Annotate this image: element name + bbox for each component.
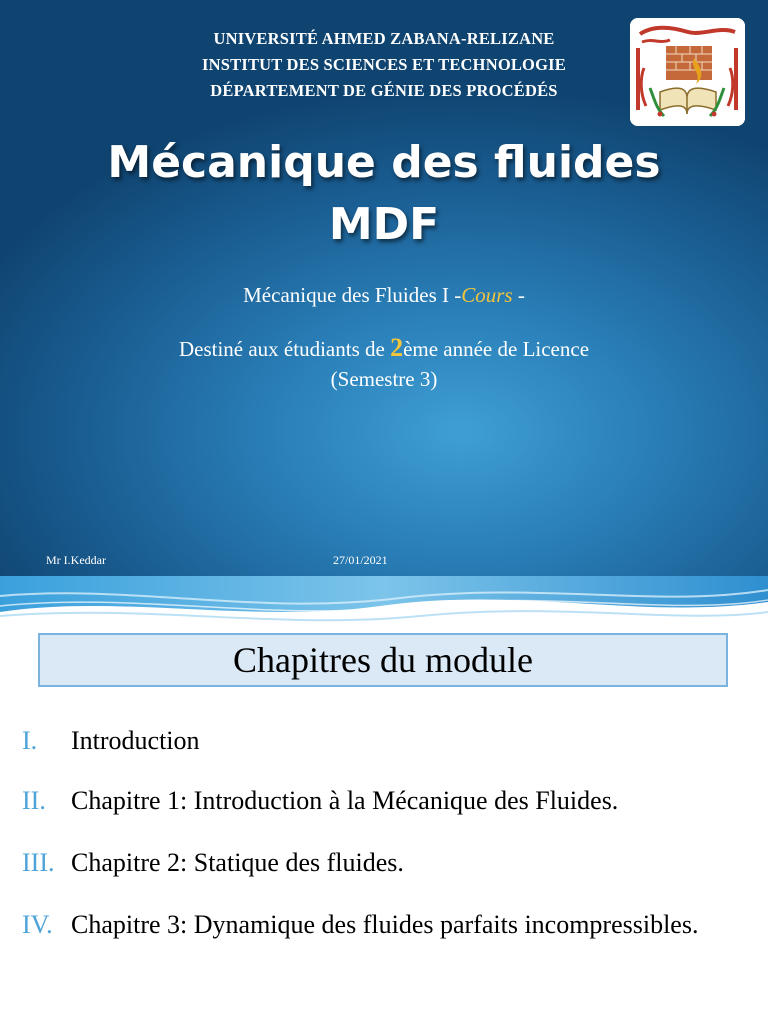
audience-prefix: Destiné aux étudiants de (178, 337, 391, 361)
audience-semester: (Semestre 3) (330, 367, 438, 391)
audience-line (0, 333, 768, 364)
university-logo (630, 18, 745, 126)
chapter-numeral: I. (22, 726, 38, 755)
chapter-title: Introduction (71, 726, 200, 755)
chapters-heading: Chapitres du module (233, 640, 533, 680)
subtitle-suffix: - (512, 283, 525, 307)
title-line-2: MDF (328, 199, 440, 250)
audience-year-number: 2 (390, 333, 404, 362)
author-name: Mr I.Keddar (46, 553, 106, 567)
slide-date: 27/01/2021 (333, 553, 388, 567)
chapter-title: Chapitre 3: Dynamique des fluides parfaits incompressibles. (71, 910, 699, 939)
department-name: DÉPARTEMENT DE GÉNIE DES PROCÉDÉS (210, 81, 558, 100)
university-header (95, 26, 673, 104)
chapter-numeral: IV. (22, 910, 53, 939)
chapter-title: Chapitre 2: Statique des fluides. (71, 848, 404, 877)
university-logo-icon (630, 18, 745, 126)
chapter-title: Chapitre 1: Introduction à la Mécanique des Fluides. (71, 786, 619, 815)
wave-banner-graphic (0, 576, 768, 636)
audience-suffix: ème année de Licence (403, 337, 590, 361)
audience-text (0, 333, 768, 394)
chapters-heading-box (38, 633, 728, 687)
institute-name: INSTITUT DES SCIENCES ET TECHNOLOGIE (202, 55, 566, 74)
chapters-slide (0, 576, 768, 1024)
subtitle-cours: Cours (461, 283, 513, 307)
university-name: UNIVERSITÉ AHMED ZABANA-RELIZANE (213, 29, 555, 48)
subtitle-prefix: Mécanique des Fluides I - (243, 283, 462, 307)
presentation-title (0, 132, 768, 256)
chapter-numeral: II. (22, 786, 46, 815)
title-line-1: Mécanique des fluides (107, 137, 661, 188)
chapter-numeral: III. (22, 848, 55, 877)
course-subtitle (0, 283, 768, 308)
